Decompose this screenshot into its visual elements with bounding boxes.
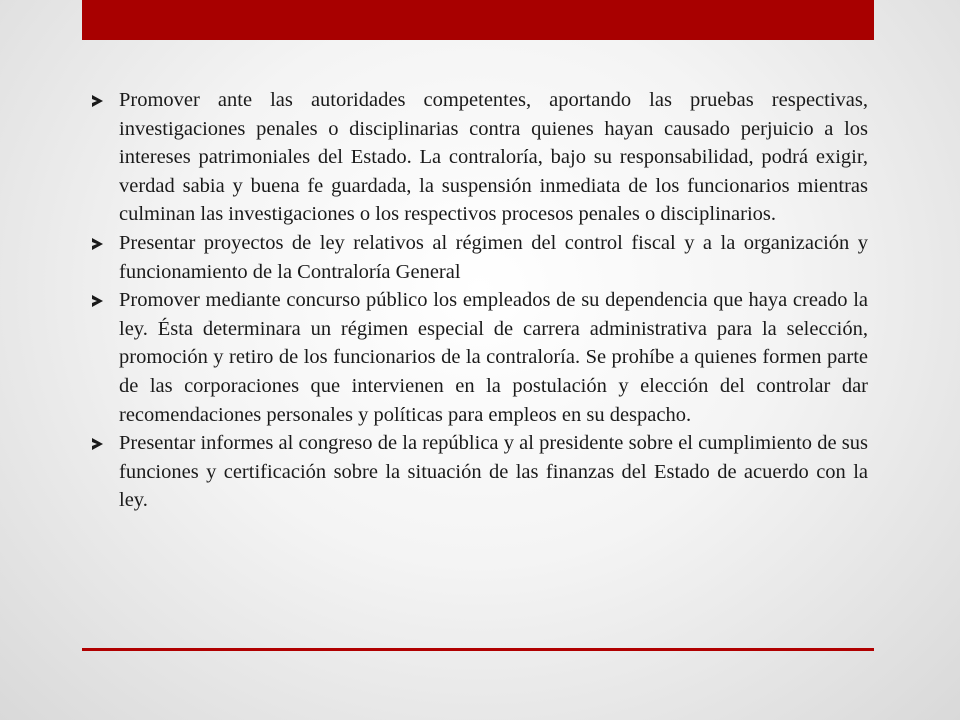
arrow-bullet-icon (92, 438, 103, 450)
arrow-bullet-icon (92, 238, 103, 250)
arrow-bullet-icon (92, 95, 103, 107)
bullet-list (92, 86, 868, 515)
arrow-bullet-icon (92, 295, 103, 307)
bullet-text: Promover ante las autoridades competentes, aportando las pruebas respectivas, investigaciones penales o disciplinarias contra quienes hayan causado perjuicio a los intereses patrimoniales del Estado. La contraloría, bajo su responsabilidad, podrá exigir, verdad sabia y buena fe guardada, la suspensión inmediata de los funcionarios mientras culminan las investigaciones o los respectivos procesos penales o disciplinarios. (119, 89, 868, 226)
bullet-text: Presentar proyectos de ley relativos al régimen del control fiscal y a la organización y funcionamiento de la Contraloría General (119, 231, 868, 283)
bullet-text: Presentar informes al congreso de la república y al presidente sobre el cumplimiento de sus funciones y certificación sobre la situación de las finanzas del Estado de acuerdo con la ley. (119, 432, 868, 512)
list-item (92, 429, 868, 515)
list-item (92, 86, 868, 229)
header-accent-bar (82, 0, 874, 40)
slide-body (92, 86, 868, 515)
footer-divider (82, 648, 874, 651)
list-item (92, 286, 868, 429)
list-item (92, 229, 868, 286)
bullet-text: Promover mediante concurso público los empleados de su dependencia que haya creado la ley. Ésta determinara un régimen especial de carrera administrativa para la selección, promoción y retiro de los funcionarios de la contraloría. Se prohíbe a quienes formen parte de las corporaciones que intervienen en la postulación y elección del controlar dar recomendaciones personales y políticas para empleos en su despacho. (119, 289, 868, 426)
